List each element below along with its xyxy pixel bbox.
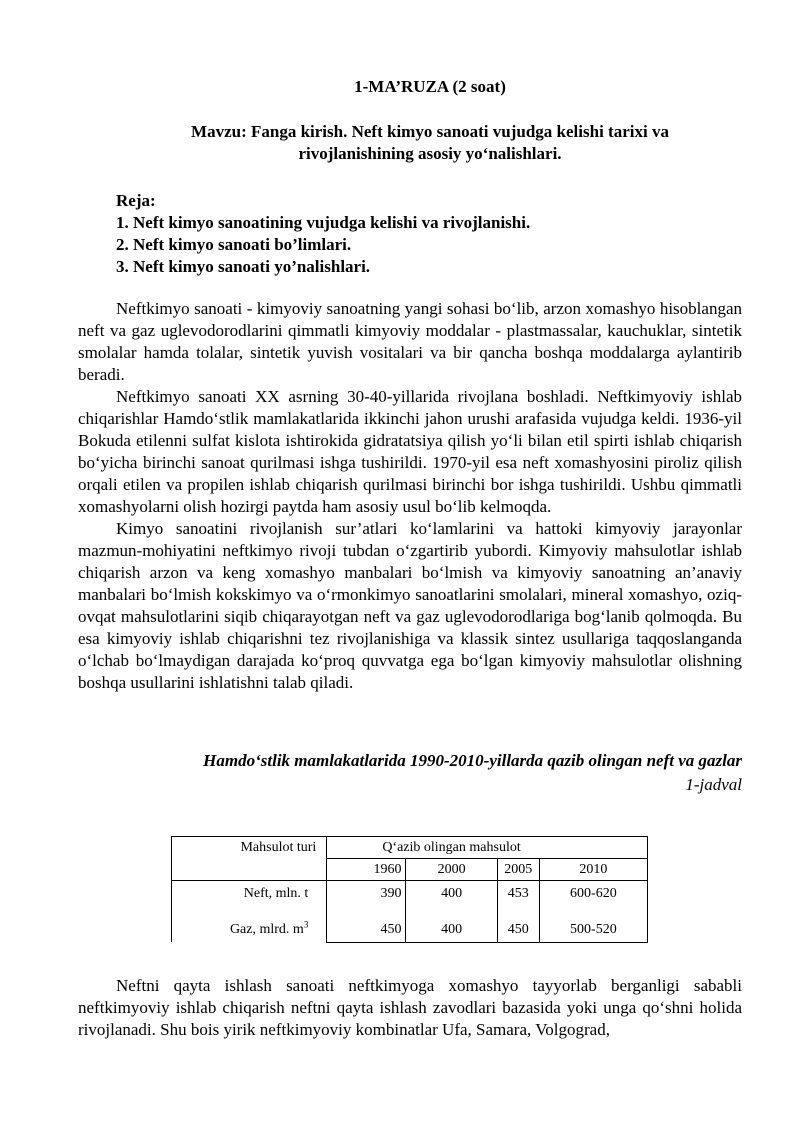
unit-superscript: 3 <box>303 919 309 930</box>
lecture-title: 1-MA’RUZA (2 soat) <box>354 77 506 96</box>
value-cell <box>327 881 406 943</box>
oil-value: 390 <box>380 886 402 901</box>
plan-item: 1. Neft kimyo sanoatining vujudga kelishi va rivojlanishi. <box>116 213 531 232</box>
paragraph: Neftkimyo sanoati XX asrning 30-40-yillarida rivojlana boshladi. Neftkimyoviy ishlab chiqarishlar Hamdo‘stlik mamlakatlarida ikkinchi jahon urushi arafasida vujudga keldi. 1936-yil Bokuda etilenni sulfat kislota ishtirokida gidratatsiya qilish yo‘li bilan etil spirti ishlab chiqarish bo‘yicha birinchi sanoat qurilmasi ishga tushirildi. 1970-yil esa neft xomashyosini piroliz qilish orqali etilen va propilen ishlab chiqarish qurilmasi birinchi bor ishga tushirildi. Ushbu qimmatli xomashyolarni olish hozirgi paytda ham asosiy usul bo‘lib kelmoqda. <box>78 387 742 516</box>
year-cell: 1960 <box>327 859 406 881</box>
gas-value: 450 <box>507 922 529 937</box>
gas-value: 500-520 <box>570 922 617 937</box>
table-caption: Hamdo‘stlik mamlakatlarida 1990-2010-yillarda qazib olingan neft va gazlar <box>203 751 742 770</box>
year-cell: 2000 <box>406 859 497 881</box>
header-product: Mahsulot turi <box>172 837 327 881</box>
row-label <box>172 881 327 943</box>
closing-text <box>78 975 742 1041</box>
topic-heading: Mavzu: Fanga kirish. Neft kimyo sanoati vujudga kelishi tarixi va rivojlanishining asosiy yo‘nalishlari. <box>191 122 669 163</box>
table-row <box>172 881 648 943</box>
table-number: 1-jadval <box>685 775 742 794</box>
oil-value: 453 <box>507 886 529 901</box>
year-cell: 2005 <box>497 859 539 881</box>
plan-item: 3. Neft kimyo sanoati yo’nalishlari. <box>116 257 371 276</box>
value-cell <box>497 881 539 943</box>
production-table <box>171 836 648 943</box>
value-cell <box>406 881 497 943</box>
value-cell <box>539 881 647 943</box>
gas-value: 400 <box>441 922 463 937</box>
plan-section <box>116 190 756 278</box>
body-text <box>78 298 742 694</box>
gas-value: 450 <box>380 922 402 937</box>
paragraph: Neftkimyo sanoati - kimyoviy sanoatning yangi sohasi bo‘lib, arzon xomashyo hisoblangan neft va gaz uglevodorodlarini qimmatli kimyoviy moddalar - plastmassalar, kauchuklar, sintetik smolalar hamda tolalar, sintetik yuvish vositalari va bir qancha boshqa moddalarga aylantirib beradi. <box>78 299 742 384</box>
oil-value: 600-620 <box>570 886 617 901</box>
plan-item: 2. Neft kimyo sanoati bo’limlari. <box>116 235 352 254</box>
paragraph: Kimyo sanoatini rivojlanish sur’atlari ko‘lamlarini va hattoki kimyoviy jarayonlar mazmun-mohiyatini neftkimyo rivoji tubdan o‘zgartirib yubordi. Kimyoviy mahsulotlar ishlab chiqarish arzon va keng xomashyo manbalari bo‘lmish va kimyoviy sanoatning an’anaviy manbalari bo‘lmish kokskimyo va o‘rmonkimyo sanoatlarini smolalari, mineral xomashyo, oziq-ovqat mahsulotlarini siqib chiqarayotgan neft va gaz uglevodorodlariga bog‘lanib qolmoqda. Bu esa kimyoviy ishlab chiqarishni tez rivojlanishiga va klassik sintez usullariga taqqoslanganda o‘lchab bo‘lmaydigan darajada ko‘proq quvvatga ega bo‘lgan kimyoviy mahsulotlar olishning boshqa usullarini ishlatishni talab qiladi. <box>78 519 742 692</box>
plan-label: Reja: <box>116 191 156 210</box>
header-group: Q‘azib olingan mahsulot <box>327 837 648 859</box>
gas-label-text: Gaz, mlrd. m <box>229 922 304 937</box>
paragraph: Neftni qayta ishlash sanoati neftkimyoga xomashyo tayyorlab berganligi sababli neftkimyoviy ishlab chiqarish neftni qayta ishlash zavodlari bazasida yoki unga qo‘shni holida rivojlanadi. Shu bois yirik neftkimyoviy kombinatlar Ufa, Samara, Volgograd, <box>78 976 742 1039</box>
table-header-row <box>172 837 648 859</box>
row-label-gas <box>176 921 308 938</box>
year-cell: 2010 <box>539 859 647 881</box>
row-label-oil: Neft, mln. t <box>243 886 309 901</box>
oil-value: 400 <box>441 886 463 901</box>
